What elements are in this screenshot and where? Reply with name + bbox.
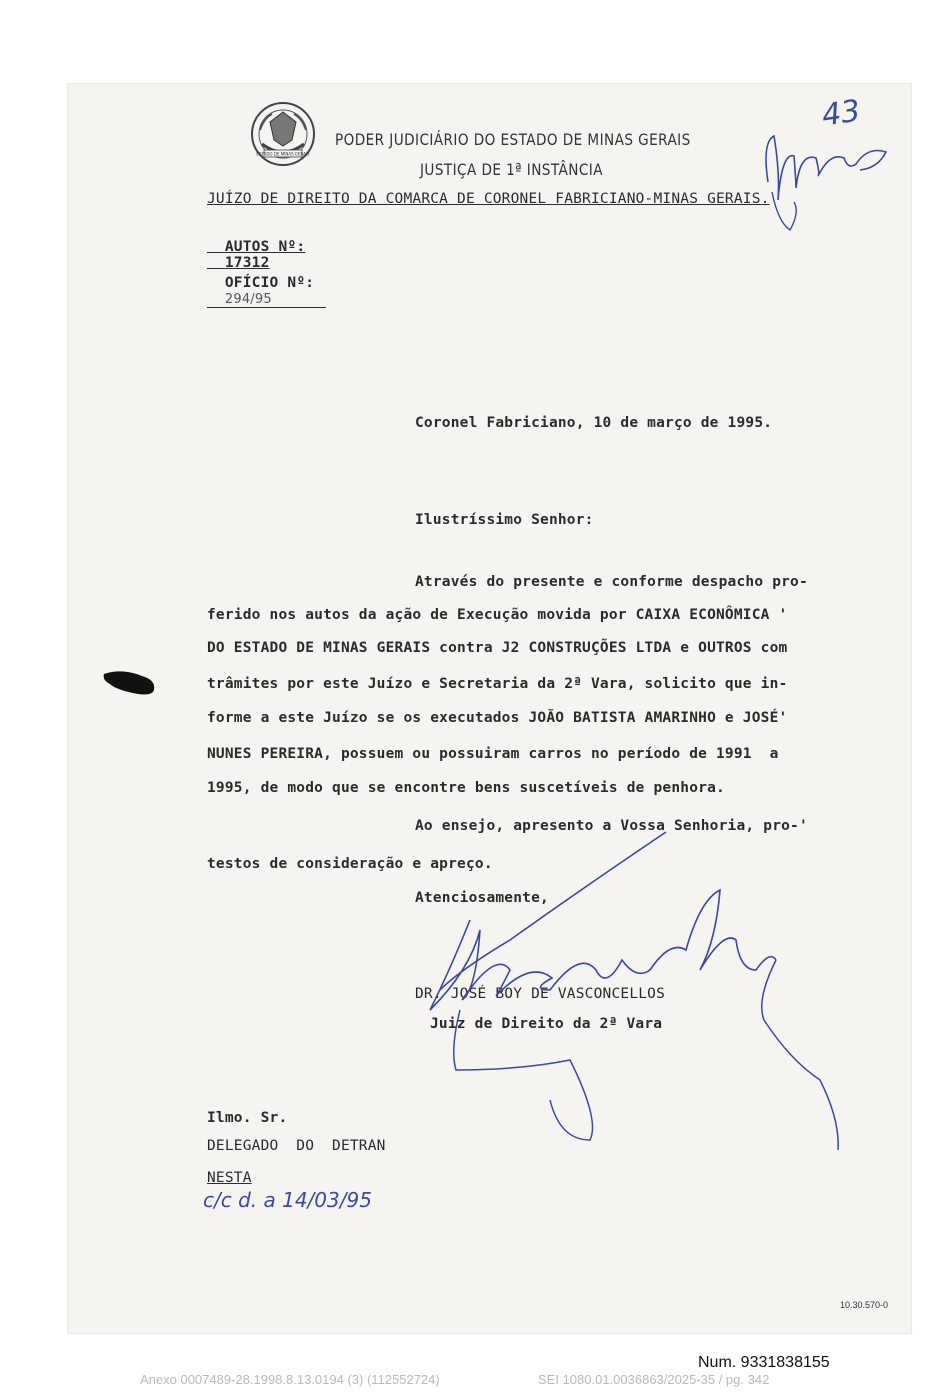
body-line-7: 1995, de modo que se encontre bens suscetíveis de penhora. <box>207 780 725 796</box>
court-title: JUÍZO DE DIREITO DA COMARCA DE CORONEL FABRICIANO-MINAS GERAIS. <box>207 191 770 207</box>
salutation: Ilustríssimo Senhor: <box>415 512 594 528</box>
form-code: 10.30.570-0 <box>840 1300 889 1310</box>
body-line-2: ferido nos autos da ação de Execução movida por CAIXA ECONÔMICA ' <box>207 607 788 623</box>
autos-label: AUTOS Nº: <box>224 239 306 255</box>
body-line-6: NUNES PEREIRA, possuem ou possuiram carros no período de 1991 a <box>207 746 779 762</box>
coat-of-arms-seal <box>248 100 318 168</box>
closing-line-2: testos de consideração e apreço. <box>207 856 493 872</box>
signatory-title: Juiz de Direito da 2ª Vara <box>430 1016 663 1032</box>
signatory-name: DR. JOSÉ BOY DE VASCONCELLOS <box>415 986 666 1002</box>
body-line-1: Através do presente e conforme despacho pro- <box>415 574 808 590</box>
header-line-2: JUSTIÇA DE 1ª INSTÂNCIA <box>420 160 603 179</box>
top-initials-signature <box>760 112 900 232</box>
document-number: Num. 9331838155 <box>698 1354 830 1371</box>
judge-signature <box>400 820 860 1160</box>
oficio-label: OFÍCIO Nº: <box>224 275 315 291</box>
place-date: Coronel Fabriciano, 10 de março de 1995. <box>415 415 773 431</box>
oficio-line <box>207 259 326 308</box>
body-line-4: trâmites por este Juízo e Secretaria da 2ª Vara, solicito que in- <box>207 676 788 692</box>
recipient-line-1: Ilmo. Sr. <box>207 1110 288 1126</box>
header-line-1: PODER JUDICIÁRIO DO ESTADO DE MINAS GERAIS <box>335 130 691 149</box>
recipient-line-3: NESTA <box>207 1170 252 1186</box>
body-line-3: DO ESTADO DE MINAS GERAIS contra J2 CONSTRUÇÕES LTDA e OUTROS com <box>207 640 788 656</box>
ink-blot <box>102 668 158 698</box>
body-line-5: forme a este Juízo se os executados JOÃO BATISTA AMARINHO e JOSÉ' <box>207 710 788 726</box>
handwritten-note: c/c d. a 14/03/95 <box>203 1188 372 1212</box>
autos-number: 17312 <box>224 255 270 271</box>
valediction: Atenciosamente, <box>415 890 549 906</box>
recipient-line-2: DELEGADO DO DETRAN <box>207 1138 386 1154</box>
sei-reference: SEI 1080.01.0036863/2025-35 / pg. 342 <box>538 1372 770 1387</box>
closing-line-1: Ao ensejo, apresento a Vossa Senhoria, pro-' <box>415 818 808 834</box>
oficio-number: 294/95 <box>224 292 272 307</box>
annex-reference: Anexo 0007489-28.1998.8.13.0194 (3) (112552724) <box>140 1372 440 1387</box>
seal-label: ESTADO DE MINAS GERAIS <box>256 151 310 157</box>
page-number-mark: 43 <box>819 93 863 134</box>
